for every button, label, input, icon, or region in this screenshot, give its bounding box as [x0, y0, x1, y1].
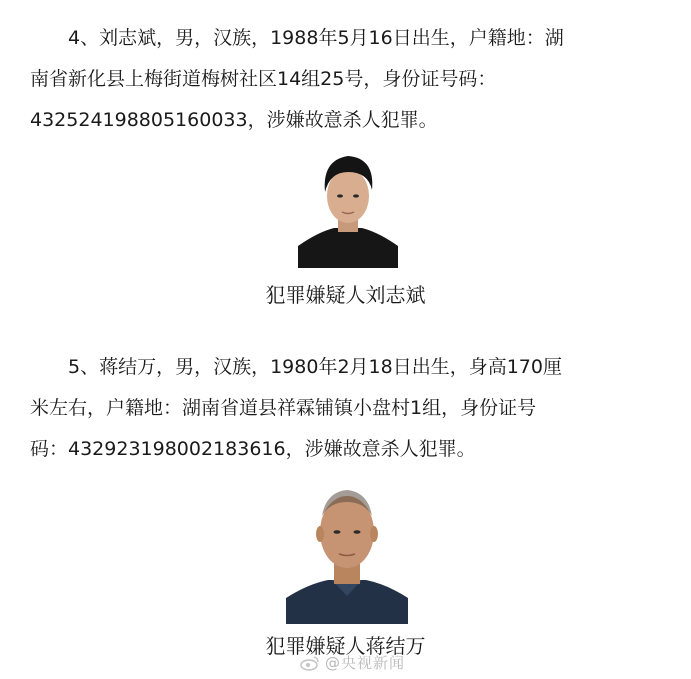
suspect-5-caption: 犯罪嫌疑人蒋结万: [265, 634, 426, 658]
suspect-5-photo: [286, 472, 408, 624]
suspect-4-portrait-icon: [298, 142, 398, 268]
suspect-4-photo: [298, 142, 398, 268]
suspect-4-caption: 犯罪嫌疑人刘志斌: [265, 283, 426, 307]
suspect-4-line-3: 432524198805160033，涉嫌故意杀人犯罪。: [30, 109, 438, 131]
suspect-5-line-3: 码：432923198002183616，涉嫌故意杀人犯罪。: [30, 438, 476, 460]
watermark: [300, 652, 405, 673]
suspect-5-portrait-icon: [286, 472, 408, 624]
suspect-4-line-2: 南省新化县上梅街道梅树社区14组25号，身份证号码：: [30, 68, 497, 90]
suspect-5-line-2: 米左右，户籍地：湖南省道县祥霖铺镇小盘村1组，身份证号: [30, 397, 537, 419]
suspect-4-line-1: 4、刘志斌，男，汉族，1988年5月16日出生，户籍地：湖: [68, 27, 564, 49]
suspect-5-description: [30, 347, 630, 470]
weibo-logo-icon: [300, 655, 320, 671]
suspect-4-description: [30, 18, 630, 141]
watermark-text: @央视新闻: [325, 654, 406, 672]
suspect-5-line-1: 5、蒋结万，男，汉族，1980年2月18日出生，身高170厘: [68, 356, 562, 378]
